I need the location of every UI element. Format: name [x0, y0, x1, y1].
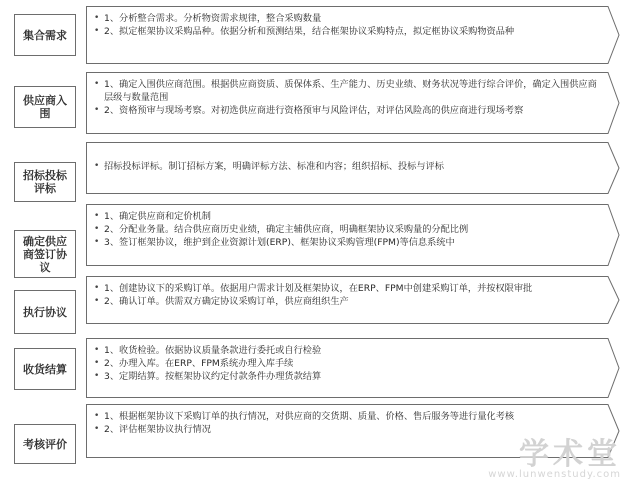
stage-items-1 — [94, 12, 600, 38]
stage-item: • 2、评估框架协议执行情况 — [94, 423, 600, 436]
stage-row-5 — [0, 276, 633, 324]
stage-item: • 3、定期结算。按框架协议约定付款条件办理货款结算 — [94, 370, 600, 383]
stage-item: • 2、分配业务量。结合供应商历史业绩，确定主辅供应商，明确框架协议采购量的分配比例 — [94, 223, 600, 236]
stage-row-2 — [0, 72, 633, 134]
stage-item: • 1、收货检验。依据协议质量条款进行委托或自行检验 — [94, 344, 600, 357]
stage-items-6 — [94, 344, 600, 383]
stage-item: • 1、根据框架协议下采购订单的执行情况，对供应商的交货期、质量、价格、售后服务等进行量化考核 — [94, 410, 600, 423]
stage-item: • 2、资格预审与现场考察。对初选供应商进行资格预审与风险评估，对评估风险高的供应商进行现场考察 — [94, 104, 600, 117]
stage-item: • 3、签订框架协议，维护到企业资源计划(ERP)、框架协议采购管理(FPM)等信息系统中 — [94, 236, 600, 249]
stage-items-4 — [94, 210, 600, 249]
watermark-logo-text: 学术堂 — [519, 437, 621, 472]
stage-row-1 — [0, 6, 633, 64]
stage-content-5 — [86, 276, 620, 324]
stage-label-5: 执行协议 — [14, 290, 76, 334]
stage-item: • 2、办理入库。在ERP、FPM系统办理入库手续 — [94, 357, 600, 370]
stage-content-6 — [86, 338, 620, 398]
stage-items-2 — [94, 78, 600, 117]
stage-content-2 — [86, 72, 620, 134]
stage-row-4 — [0, 204, 633, 274]
stage-label-4: 确定供应商签订协议 — [14, 230, 76, 278]
stage-item: • 2、确认订单。供需双方确定协议采购订单，供应商组织生产 — [94, 295, 600, 308]
stage-label-2: 供应商入围 — [14, 86, 76, 128]
stage-label-7: 考核评价 — [14, 424, 76, 464]
stage-items-5 — [94, 282, 600, 308]
stage-content-4 — [86, 204, 620, 266]
stage-content-1 — [86, 6, 620, 64]
stage-label-3: 招标投标评标 — [14, 162, 76, 202]
stage-item: • 1、创建协议下的采购订单。依据用户需求计划及框架协议，在ERP、FPM中创建采购订单，并按权限审批 — [94, 282, 600, 295]
stage-item: • 1、确定供应商和定价机制 — [94, 210, 600, 223]
stage-row-6 — [0, 338, 633, 398]
stage-item: • 2、拟定框架协议采购品种。依据分析和预测结果，结合框架协议采购特点，拟定框协议采购物资品种 — [94, 25, 600, 38]
stage-item: • 1、确定入围供应商范围。根据供应商资质、质保体系、生产能力、历史业绩、财务状况等进行综合评价，确定入围供应商层级与数量范围 — [94, 78, 600, 104]
watermark-url: www.lunwenstudy.com — [488, 469, 621, 480]
watermark — [488, 429, 621, 480]
stage-label-6: 收货结算 — [14, 348, 76, 390]
stage-item: • 1、分析整合需求。分析物资需求规律，整合采购数量 — [94, 12, 600, 25]
stage-item: • 招标投标评标。制订招标方案，明确评标方法、标准和内容；组织招标、投标与评标 — [94, 160, 600, 173]
stage-items-3 — [94, 160, 600, 173]
stage-label-1: 集合需求 — [14, 14, 76, 56]
stage-content-3 — [86, 142, 620, 194]
stage-row-3 — [0, 142, 633, 194]
